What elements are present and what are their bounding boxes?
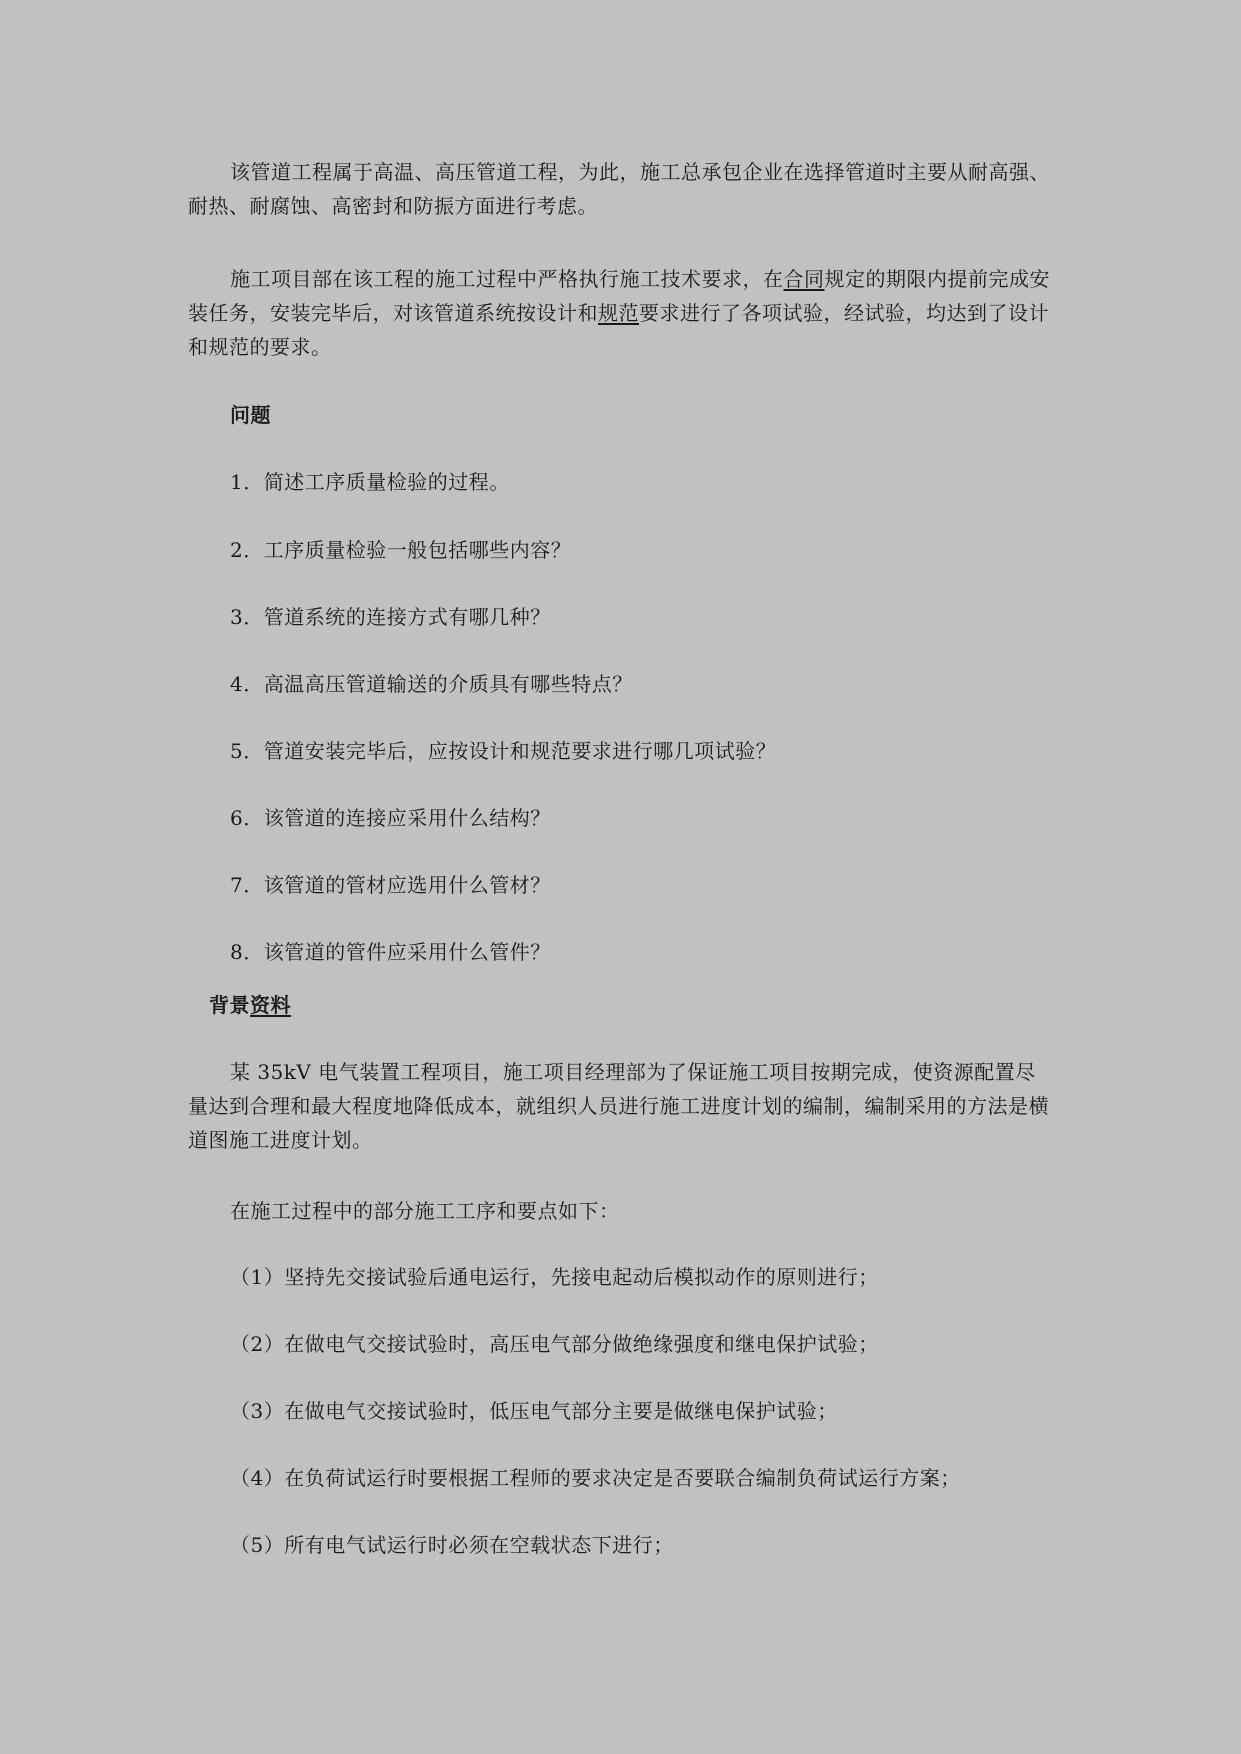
intro-paragraph-2-part-a: 施工项目部在该工程的施工过程中严格执行施工技术要求，在 bbox=[230, 267, 784, 291]
question-item: 8．该管道的管件应采用什么管件？ bbox=[230, 940, 551, 964]
background-heading-text: 背景 bbox=[209, 993, 250, 1017]
question-item: 3．管道系统的连接方式有哪几种？ bbox=[230, 605, 551, 629]
materials-link[interactable]: 资料 bbox=[250, 993, 291, 1017]
background-paragraph-2: 在施工过程中的部分施工工序和要点如下： bbox=[230, 1199, 620, 1223]
question-item: 2．工序质量检验一般包括哪些内容？ bbox=[230, 538, 572, 562]
specification-link[interactable]: 规范 bbox=[598, 301, 639, 325]
procedure-point: （1）坚持先交接试验后通电运行，先接电起动后模拟动作的原则进行； bbox=[230, 1265, 879, 1289]
intro-paragraph-2 bbox=[188, 262, 1053, 364]
intro-paragraph-1: 该管道工程属于高温、高压管道工程，为此，施工总承包企业在选择管道时主要从耐高强、耐热、耐腐蚀、高密封和防振方面进行考虑。 bbox=[188, 160, 1050, 218]
intro-paragraph-2-part-c: 要求进行了各项试验，经试验，均达到了设计和规范的要求。 bbox=[188, 301, 1049, 359]
background-paragraph-1: 某 35kV 电气装置工程项目，施工项目经理部为了保证施工项目按期完成，使资源配置尽量达到合理和最大程度地降低成本，就组织人员进行施工进度计划的编制，编制采用的方法是横道图施工进度计划。 bbox=[188, 1060, 1049, 1152]
question-item: 4．高温高压管道输送的介质具有哪些特点？ bbox=[230, 672, 633, 696]
question-item: 6．该管道的连接应采用什么结构？ bbox=[230, 806, 551, 830]
procedure-point: （4）在负荷试运行时要根据工程师的要求决定是否要联合编制负荷试运行方案； bbox=[230, 1466, 961, 1490]
questions-heading: 问题 bbox=[230, 403, 271, 427]
procedure-point: （3）在做电气交接试验时，低压电气部分主要是做继电保护试验； bbox=[230, 1399, 838, 1423]
contract-link[interactable]: 合同 bbox=[783, 267, 825, 291]
procedure-point: （5）所有电气试运行时必须在空载状态下进行； bbox=[230, 1533, 674, 1557]
intro-paragraph-2-part-b: 规定的期限内提前完成安装任务，安装完毕后，对该管道系统按设计和 bbox=[188, 267, 1050, 325]
procedure-point: （2）在做电气交接试验时，高压电气部分做绝缘强度和继电保护试验； bbox=[230, 1332, 879, 1356]
question-item: 1．简述工序质量检验的过程。 bbox=[230, 470, 510, 494]
question-item: 7．该管道的管材应选用什么管材？ bbox=[230, 873, 551, 897]
question-item: 5．管道安装完毕后，应按设计和规范要求进行哪几项试验？ bbox=[230, 739, 777, 763]
background-heading bbox=[209, 990, 291, 1020]
